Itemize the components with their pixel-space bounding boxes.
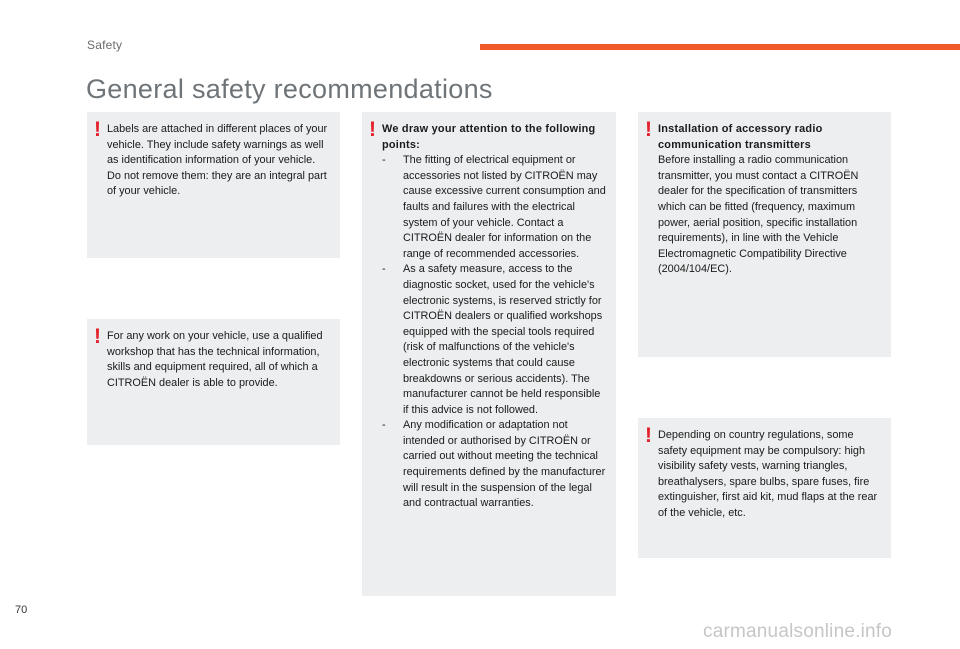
attention-intro: We draw your attention to the following points: (382, 123, 596, 151)
workshop-warning-text: For any work on your vehicle, use a qualified workshop that has the technical information, skills and equipment required, all of which a CITROËN dealer is able to provide. (107, 330, 323, 389)
list-item-text: As a safety measure, access to the diagnostic socket, used for the vehicle's electronic systems, is reserved strictly for CITROËN dealers or qualified workshops equipped with the special tools required (risk of malfunctions of the vehicle's electronic systems that could cause breakdowns or serious accidents). The manufacturer cannot be held responsible if this advice is not followed. (403, 263, 603, 416)
labels-warning-box (87, 112, 340, 258)
list-item (382, 262, 606, 418)
warning-exclamation-icon: ! (645, 424, 652, 447)
warning-exclamation-icon: ! (94, 325, 101, 348)
warning-exclamation-icon: ! (645, 118, 652, 141)
list-dash: - (382, 263, 386, 276)
workshop-warning-box (87, 319, 340, 445)
radio-transmitter-heading: Installation of accessory radio communication transmitters (658, 123, 823, 151)
labels-warning-text: Labels are attached in different places of your vehicle. They include safety warnings as well as identification information of your vehicle. Do not remove them: they are an integral part of your vehicle. (107, 123, 328, 198)
section-accent-bar (480, 44, 960, 50)
list-item (382, 418, 606, 512)
section-label: Safety (87, 38, 123, 52)
radio-transmitter-text: Before installing a radio communication transmitter, you must contact a CITROËN dealer for the specification of transmitters which can be fitted (frequency, maximum power, aerial position, specific installation requirements), in line with the Vehicle Electromagnetic Compatibility Directive (2004/104/EC). (658, 154, 859, 276)
safety-equipment-warning-box (638, 418, 891, 558)
page-title: General safety recommendations (86, 74, 493, 104)
list-item (382, 153, 606, 262)
attention-warning-box (362, 112, 616, 596)
list-item-text: The fitting of electrical equipment or accessories not listed by CITROËN may cause excessive current consumption and faults and failures with the electrical system of your vehicle. Contact a CITROËN dealer for information on the range of recommended accessories. (403, 154, 606, 260)
warning-exclamation-icon: ! (369, 118, 376, 141)
safety-equipment-text: Depending on country regulations, some safety equipment may be compulsory: high visibility safety vests, warning triangles, breathalysers, spare bulbs, spare fuses, fire extinguisher, first aid kit, mud flaps at the rear of the vehicle, etc. (658, 429, 878, 519)
watermark: carmanualsonline.info (703, 621, 893, 642)
list-dash: - (382, 419, 386, 432)
attention-list (382, 153, 606, 512)
list-item-text: Any modification or adaptation not intended or authorised by CITROËN or carried out without meeting the technical requirements defined by the manufacturer will result in the suspension of the legal and contractual warranties. (403, 419, 606, 510)
page-number: 70 (15, 604, 28, 616)
warning-exclamation-icon: ! (94, 118, 101, 141)
radio-transmitter-warning-box (638, 112, 891, 357)
list-dash: - (382, 154, 386, 167)
